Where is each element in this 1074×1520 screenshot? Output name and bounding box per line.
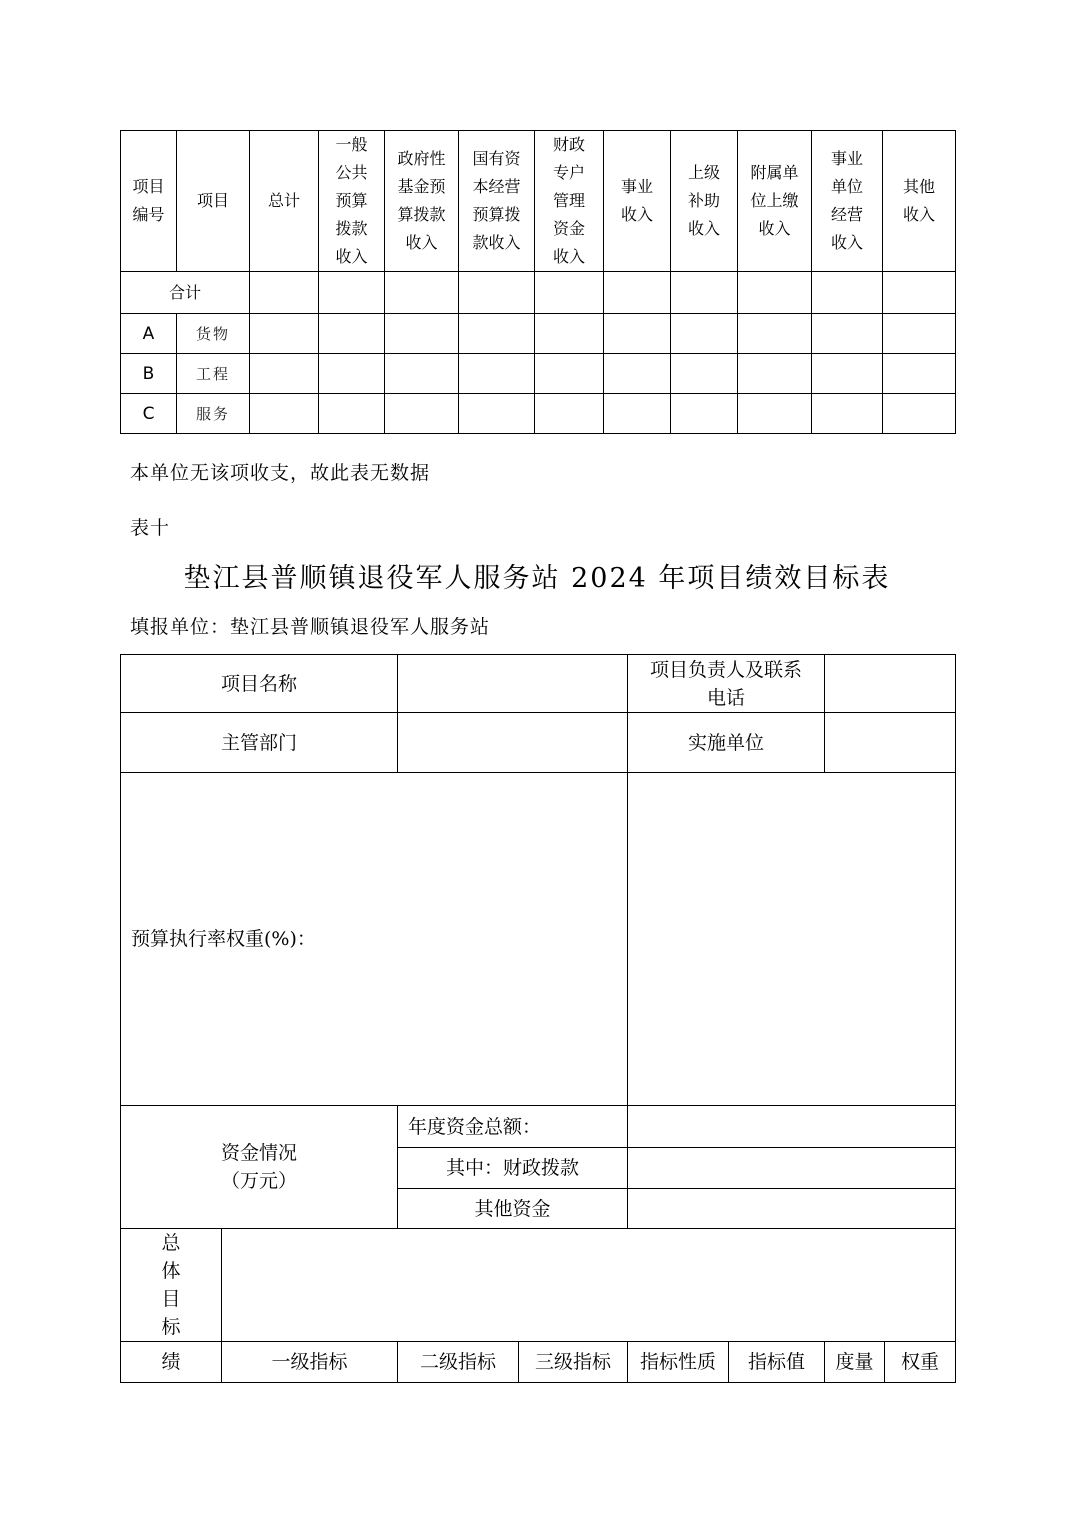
level1-header: 一级指标 [222, 1342, 398, 1383]
page-title: 垫江县普顺镇退役军人服务站 2024 年项目绩效目标表 [183, 563, 891, 594]
value-header: 指标值 [729, 1342, 825, 1383]
level2-header: 二级指标 [398, 1342, 519, 1383]
perf-label: 绩 [121, 1342, 222, 1383]
row-code: A [121, 314, 177, 354]
table-cell [459, 272, 535, 314]
table-row [121, 394, 956, 434]
header-cell: 项目 编号 [121, 131, 177, 272]
department-label: 主管部门 [121, 713, 398, 773]
budget-rate-label: 预算执行率权重(%)： [121, 773, 628, 1106]
table-cell [535, 394, 604, 434]
header-cell: 项目 [177, 131, 250, 272]
table-cell [250, 354, 319, 394]
other-funds-label: 其他资金 [398, 1189, 628, 1229]
header-cell: 其他 收入 [883, 131, 956, 272]
project-name-label: 项目名称 [121, 655, 398, 713]
table-cell [385, 314, 459, 354]
project-leader-value [825, 655, 956, 713]
table-cell [604, 394, 671, 434]
row-name: 服务 [177, 394, 250, 434]
table-cell [812, 394, 883, 434]
nature-header: 指标性质 [628, 1342, 729, 1383]
weight-header: 权重 [885, 1342, 956, 1383]
table-header-row [121, 131, 956, 272]
table-cell [385, 272, 459, 314]
table-number: 表十 [130, 517, 171, 539]
table-cell [385, 354, 459, 394]
table-row [121, 354, 956, 394]
overall-goal-value [222, 1229, 956, 1342]
annual-total-label: 年度资金总额： [398, 1106, 628, 1148]
table-cell [883, 314, 956, 354]
table-cell [459, 394, 535, 434]
table-cell [812, 272, 883, 314]
total-row [121, 272, 956, 314]
table-cell [319, 272, 385, 314]
header-cell: 事业 收入 [604, 131, 671, 272]
row-name: 工程 [177, 354, 250, 394]
table-cell [604, 354, 671, 394]
table-row [121, 314, 956, 354]
table-cell [604, 272, 671, 314]
table-cell [535, 314, 604, 354]
table-cell [535, 272, 604, 314]
row-code: C [121, 394, 177, 434]
project-leader-label: 项目负责人及联系 电话 [628, 655, 825, 713]
table-cell [812, 314, 883, 354]
table-cell [250, 314, 319, 354]
header-cell: 上级 补助 收入 [671, 131, 738, 272]
fill-unit: 填报单位：垫江县普顺镇退役军人服务站 [130, 616, 491, 638]
other-funds-value [628, 1189, 956, 1229]
fiscal-label: 其中：财政拨款 [398, 1148, 628, 1189]
table-cell [883, 272, 956, 314]
table-cell [738, 394, 812, 434]
header-cell: 总计 [250, 131, 319, 272]
fiscal-value [628, 1148, 956, 1189]
table-cell [319, 314, 385, 354]
header-cell: 政府性 基金预 算拨款 收入 [385, 131, 459, 272]
table-cell [250, 272, 319, 314]
table-cell [604, 314, 671, 354]
table-cell [319, 354, 385, 394]
overall-goal-label: 总 体 目 标 [121, 1229, 222, 1342]
measure-header: 度量 [825, 1342, 885, 1383]
table-cell [738, 314, 812, 354]
table-cell [883, 354, 956, 394]
no-data-note: 本单位无该项收支，故此表无数据 [130, 462, 431, 484]
table-cell [385, 394, 459, 434]
header-cell: 一般 公共 预算 拨款 收入 [319, 131, 385, 272]
table-cell [738, 272, 812, 314]
header-cell: 事业 单位 经营 收入 [812, 131, 883, 272]
table-cell [459, 354, 535, 394]
header-cell: 财政 专户 管理 资金 收入 [535, 131, 604, 272]
header-cell: 附属单 位上缴 收入 [738, 131, 812, 272]
project-name-value [398, 655, 628, 713]
table-cell [671, 314, 738, 354]
budget-rate-value [628, 773, 956, 1106]
income-table [120, 130, 956, 434]
row-code: B [121, 354, 177, 394]
table-cell [812, 354, 883, 394]
table-cell [671, 394, 738, 434]
funds-label: 资金情况 （万元） [121, 1106, 398, 1229]
table-cell [319, 394, 385, 434]
table-cell [459, 314, 535, 354]
performance-target-table [120, 654, 956, 1383]
table-cell [535, 354, 604, 394]
implementer-label: 实施单位 [628, 713, 825, 773]
annual-total-value [628, 1106, 956, 1148]
department-value [398, 713, 628, 773]
row-name: 货物 [177, 314, 250, 354]
total-label: 合计 [121, 272, 250, 314]
table-cell [250, 394, 319, 434]
table-cell [671, 272, 738, 314]
table-cell [883, 394, 956, 434]
implementer-value [825, 713, 956, 773]
table-cell [738, 354, 812, 394]
level3-header: 三级指标 [519, 1342, 628, 1383]
table-cell [671, 354, 738, 394]
header-cell: 国有资 本经营 预算拨 款收入 [459, 131, 535, 272]
